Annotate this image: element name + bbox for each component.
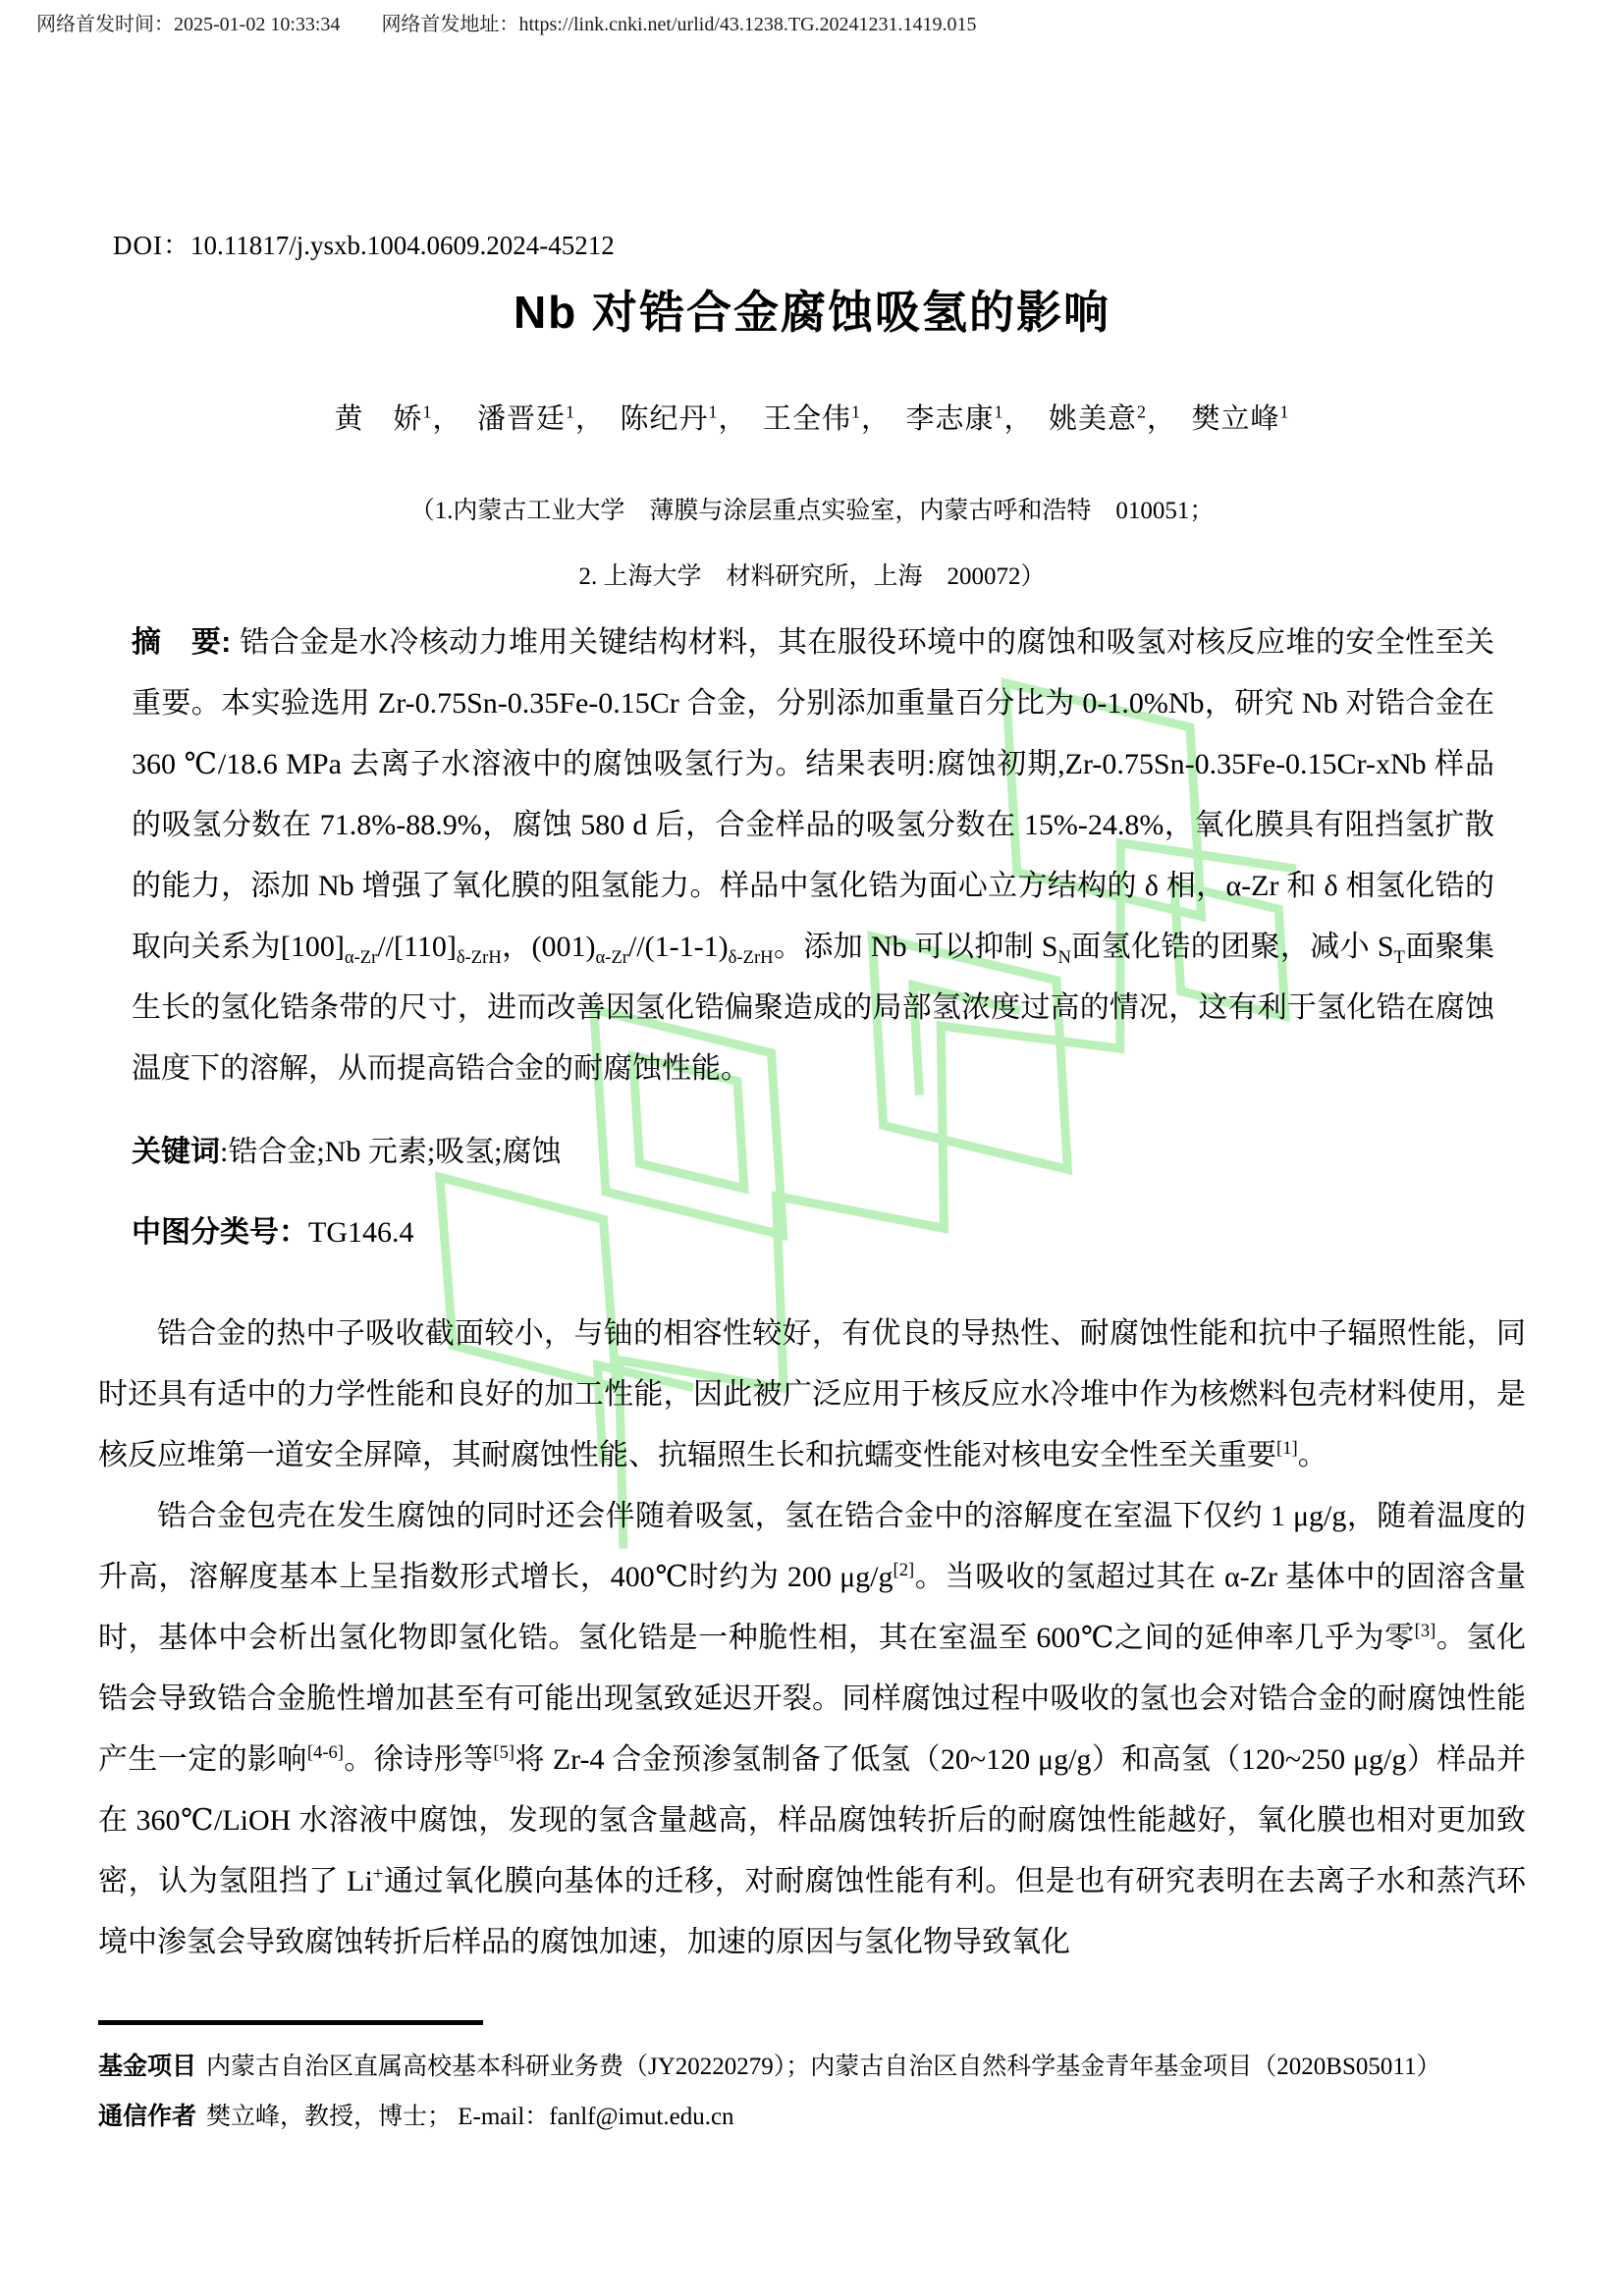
clc-line xyxy=(132,1207,414,1251)
doi-label: DOI： xyxy=(113,231,190,260)
paper-title: Nb 对锆合金腐蚀吸氢的影响 xyxy=(513,287,1111,338)
keywords-line xyxy=(132,1127,562,1170)
paragraph-2: 锆合金包壳在发生腐蚀的同时还会伴随着吸氢，氢在锆合金中的溶解度在室温下仅约 1 μg/g，随着温度的升高，溶解度基本上呈指数形式增长，400℃时约为 200 μg/g[2]。当吸收的氢超过其在 α-Zr 基体中的固溶含量时，基体中会析出氢化物即氢化锆。氢化锆是一种脆性相，其在室温至 600℃之间的延伸率几乎为零[3]。氢化锆会导致锆合金脆性增加甚至有可能出现氢致延迟开裂。同样腐蚀过程中吸收的氢也会对锆合金的耐腐蚀性能产生一定的影响[4-6]。徐诗彤等[5]将 Zr-4 合金预渗氢制备了低氢（20~120 μg/g）和高氢（120~250 μg/g）样品并在 360℃/LiOH 水溶液中腐蚀，发现的氢含量越高，样品腐蚀转折后的耐腐蚀性能越好，氧化膜也相对更加致密，认为氢阻挡了 Li+通过氧化膜向基体的迁移，对耐腐蚀性能有利。但是也有研究表明在去离子水和蒸汽环境中渗氢会导致腐蚀转折后样品的腐蚀加速，加速的原因与氢化物导致氧化 xyxy=(98,1500,1527,1958)
authors-line: 黄 娇$^1$， 潘晋廷$^1$， 陈纪丹$^1$， 王全伟$^1$， 李志康$^1$， 姚美意$^2$， 樊立峰$^1$ xyxy=(334,401,1290,435)
footnotes-block xyxy=(98,2042,1522,2142)
affiliation-2: 2. 上海大学 材料研究所，上海 200072） xyxy=(578,563,1046,590)
keywords-value: :锆合金;Nb 元素;吸氢;腐蚀 xyxy=(220,1136,562,1168)
body-text xyxy=(98,1304,1526,1973)
funding-text: 内蒙古自治区直属高校基本科研业务费（JY20220279）；内蒙古自治区自然科学基金青年基金项目（2020BS05011） xyxy=(206,2054,1441,2080)
abstract-block xyxy=(132,613,1494,1099)
cnki-first-release-header xyxy=(36,8,977,36)
publish-time-label: 网络首发时间： xyxy=(36,14,174,35)
corresponding-author-note xyxy=(98,2092,1522,2142)
funding-note xyxy=(98,2042,1522,2092)
affiliation-1: （1.内蒙古工业大学 薄膜与涂层重点实验室，内蒙古呼和浩特 010051； xyxy=(409,498,1215,524)
doi-value: 10.11817/j.ysxb.1004.0609.2024-45212 xyxy=(190,231,615,260)
doi-line xyxy=(113,224,615,262)
abstract-text: 锆合金是水冷核动力堆用关键结构材料，其在服役环境中的腐蚀和吸氢对核反应堆的安全性至关重要。本实验选用 Zr-0.75Sn-0.35Fe-0.15Cr 合金，分别添加重量百分比为 0-1.0%Nb，研究 Nb 对锆合金在 360 ℃/18.6 MPa 去离子水溶液中的腐蚀吸氢行为。结果表明:腐蚀初期,Zr-0.75Sn-0.35Fe-0.15Cr-xNb 样品的吸氢分数在 71.8%-88.9%，腐蚀 580 d 后，合金样品的吸氢分数在 15%-24.8%，氧化膜具有阻挡氢扩散的能力，添加 Nb 增强了氧化膜的阻氢能力。样品中氢化锆为面心立方结构的 δ 相，α-Zr 和 δ 相氢化锆的取向关系为$[100]_{\alpha-Zr}//[110]_{\delta-ZrH}$，$(001)_{\alpha-Zr}//(1-1-1)_{\delta-ZrH}$。添加 Nb 可以抑制 $S_N$面氢化锆的团聚，减小 $S_T$面聚集生长的氢化锆条带的尺寸，进而改善因氢化锆偏聚造成的局部氢浓度过高的情况，这有利于氢化锆在腐蚀温度下的溶解，从而提高锆合金的耐腐蚀性能。 xyxy=(132,626,1495,1085)
abstract-label: 摘 要: xyxy=(132,626,241,659)
funding-label: 基金项目 xyxy=(98,2053,197,2080)
paragraph-1: 锆合金的热中子吸收截面较小，与铀的相容性较好，有优良的导热性、耐腐蚀性能和抗中子辐照性能，同时还具有适中的力学性能和良好的加工性能，因此被广泛应用于核反应水冷堆中作为核燃料包壳材料使用，是核反应堆第一道安全屏障，其耐腐蚀性能、抗辐照生长和抗蠕变性能对核电安全性至关重要[1]。 xyxy=(98,1317,1526,1471)
publish-url-value: https://link.cnki.net/urlid/43.1238.TG.20241231.1419.015 xyxy=(518,14,977,35)
publish-url-label: 网络首发地址： xyxy=(381,14,519,35)
corresponding-label: 通信作者 xyxy=(98,2103,197,2130)
clc-value: TG146.4 xyxy=(308,1216,414,1249)
publish-time-value: 2025-01-02 10:33:34 xyxy=(174,14,341,35)
keywords-label: 关键词 xyxy=(132,1136,220,1168)
clc-label: 中图分类号： xyxy=(132,1216,308,1249)
footnote-divider xyxy=(98,2020,483,2025)
corresponding-text: 樊立峰，教授，博士； E-mail：fanlf@imut.edu.cn xyxy=(206,2104,734,2130)
